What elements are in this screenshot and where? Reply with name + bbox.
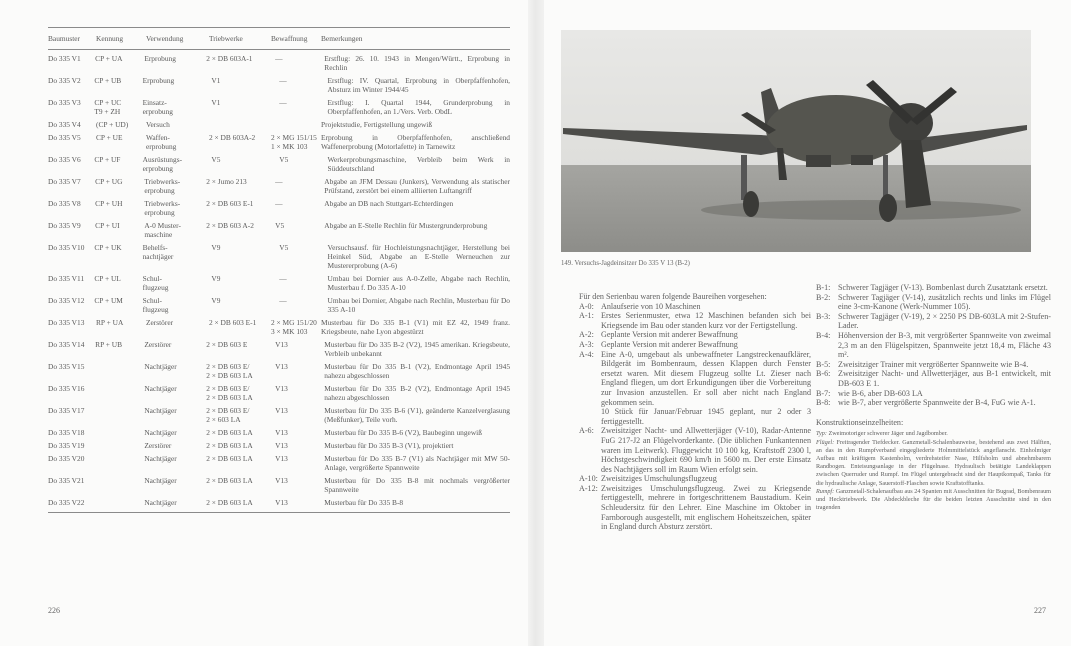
- cell-kennung: [95, 498, 144, 507]
- cell-kennung: CP + UA: [95, 54, 123, 63]
- b-series-list: [816, 283, 1051, 408]
- cell-triebwerke: 2 × DB 603 E: [206, 340, 248, 349]
- cell-baumuster: Do 335 V14: [48, 340, 85, 349]
- cell-bewaffnung: V5: [275, 221, 285, 230]
- cell-verwendung: Zerstörer: [144, 441, 172, 450]
- cell-baumuster: Do 335 V9: [48, 221, 81, 230]
- a-series-column: [579, 292, 811, 532]
- cell-baumuster: Do 335 V17: [48, 406, 85, 415]
- cell-kennung: [95, 384, 144, 402]
- cell-triebwerke: 2 × DB 603 A-2: [206, 221, 254, 230]
- series-item: [579, 350, 811, 408]
- cell-bemerkungen: Erstflug: I. Quartal 1944, Grunderprobung in Oberpfaffenhofen, an 1./Vers. Verb. ObdL: [327, 98, 510, 116]
- cell-bemerkungen: Abgabe an JFM Dessau (Junkers), Verwendung als statischer Prüfstand, zerstört bei einem alliierten Luftangriff: [324, 177, 511, 195]
- series-key: B-8:: [816, 398, 831, 408]
- table-row: [48, 270, 510, 292]
- series-item: [816, 293, 1051, 312]
- cell-kennung: CP + UK: [94, 243, 122, 252]
- series-text: Erstes Serienmuster, etwa 12 Maschinen befanden sich bei Kriegsende im Bau oder standen kurz vor der Fertigstellung.: [601, 311, 811, 330]
- series-key: A-12:: [579, 483, 598, 493]
- cell-bewaffnung: —: [279, 274, 287, 283]
- series-item: [579, 484, 811, 532]
- series-item: [579, 426, 811, 474]
- cell-triebwerke: V5: [211, 155, 221, 164]
- cell-verwendung: A-0 Muster- maschine: [144, 221, 181, 239]
- cell-bemerkungen: Musterbau für Do 335 B-6 (V2), Baubeginn ungewiß: [324, 428, 482, 437]
- cell-kennung: [95, 406, 144, 424]
- cell-triebwerke: 2 × DB 603 LA: [206, 498, 253, 507]
- cell-baumuster: Do 335 V11: [48, 274, 85, 283]
- series-text: Schwerer Tagjäger (V-19), 2 × 2250 PS DB-603LA mit 2-Stufen-Lader.: [838, 311, 1051, 331]
- cell-kennung: CP + UG: [95, 177, 123, 186]
- cell-baumuster: Do 335 V6: [48, 155, 81, 164]
- cell-bemerkungen: Werkerprobungsmaschine, Verbleib beim Werk in Süddeutschland: [327, 155, 510, 173]
- series-item: [816, 398, 1051, 408]
- cell-baumuster: Do 335 V19: [48, 441, 85, 450]
- header-triebwerke: Triebwerke: [209, 34, 243, 43]
- cell-triebwerke: 2 × DB 603 LA: [206, 441, 253, 450]
- table-row: [48, 494, 510, 507]
- cell-verwendung: Triebwerks- erprobung: [144, 177, 181, 195]
- cell-baumuster: Do 335 V12: [48, 296, 85, 305]
- table-header-row: [48, 28, 510, 50]
- page-number-right: 227: [1034, 606, 1046, 615]
- cell-triebwerke: 2 × DB 603 LA: [206, 454, 253, 463]
- series-text: Zweisitziger Trainer mit vergrößerter Spannweite wie B-4.: [838, 359, 1029, 369]
- cell-verwendung: Ausrüstungs- erprobung: [142, 155, 183, 173]
- table-row: [48, 151, 510, 173]
- series-text: Schwerer Tagjäger (V-13). Bombenlast durch Zusatztank ersetzt.: [838, 283, 1048, 292]
- cell-kennung: [95, 428, 144, 437]
- cell-triebwerke: V9: [211, 296, 221, 305]
- cell-bewaffnung: —: [275, 199, 283, 208]
- cell-verwendung: Nachtjäger: [144, 498, 177, 507]
- series-key: A-4:: [579, 349, 594, 359]
- series-key: B-1:: [816, 283, 831, 292]
- table-row: [48, 402, 510, 424]
- cell-bewaffnung: V13: [275, 454, 288, 463]
- cell-triebwerke: V9: [211, 274, 221, 283]
- series-text: Geplante Version mit anderer Bewaffnung: [601, 330, 738, 340]
- table-row: [48, 450, 510, 472]
- cell-bemerkungen: Musterbau für Do 335 B-8: [324, 498, 404, 507]
- cell-triebwerke: V1: [211, 98, 221, 107]
- table-body: [48, 50, 510, 507]
- series-text: Zweisitziges Umschulungsflugzeug. Zwei zu Kriegsende fertiggestellt, mehrere in fortgeschrittenem Baustadium. Kein Schleudersitz für den Lehrer. Eine Maschine im Oktober in Farnborough ausgestellt, mit englischem Hoheitszeichen, später in England durch Absturz zerstört.: [601, 483, 811, 532]
- series-item: [579, 311, 811, 330]
- cell-triebwerke: 2 × DB 603 E-1: [206, 199, 254, 208]
- cell-bemerkungen: Musterbau für Do 335 B-2 (V2), Endmontage April 1945 nahezu abgeschlossen: [324, 384, 511, 402]
- series-key: A-6:: [579, 426, 594, 436]
- cell-verwendung: Nachtjäger: [144, 428, 177, 437]
- cell-verwendung: Erprobung: [142, 76, 175, 85]
- table-row: [48, 116, 510, 129]
- cell-kennung: (CP + UD): [96, 120, 129, 129]
- cell-triebwerke: 2 × DB 603A-1: [206, 54, 253, 63]
- series-text: wie B-7, aber vergrößerte Spannweite der B-4, FuG wie A-1.: [838, 398, 1036, 408]
- prototype-table: [48, 27, 510, 513]
- cell-verwendung: Zerstörer: [146, 318, 174, 327]
- cell-kennung: [95, 441, 144, 450]
- book-gutter: [528, 0, 544, 646]
- series-item: [816, 389, 1051, 399]
- table-row: [48, 437, 510, 450]
- table-row: [48, 314, 510, 336]
- series-item: [579, 474, 811, 484]
- cell-triebwerke: 2 × DB 603 LA: [206, 476, 253, 485]
- cell-kennung: CP + UL: [94, 274, 121, 283]
- cell-verwendung: Nachtjäger: [144, 362, 177, 371]
- rumpf-label: Rumpf:: [816, 487, 835, 495]
- cell-bewaffnung: —: [275, 54, 283, 63]
- cell-bemerkungen: Musterbau für Do 335 B-1 (V2), Endmontage April 1945 nahezu abgeschlossen: [324, 362, 511, 380]
- cell-triebwerke: V1: [211, 76, 221, 85]
- cell-bewaffnung: V13: [275, 384, 288, 393]
- cell-bemerkungen: Erstflug: 26. 10. 1943 in Mengen/Württ., Erprobung in Rechlin: [324, 54, 511, 72]
- table-row: [48, 173, 510, 195]
- table-row: [48, 472, 510, 494]
- cell-baumuster: Do 335 V2: [48, 76, 81, 85]
- series-text: Zweisitziger Nacht- und Allwetterjäger (V-10), Radar-Antenne FuG 217-J2 an Flügelvorderkante. (Die üblichen Funkantennen waren im Leitwerk). Fluggewicht 10 100 kg, Kraftstoff 2300 l, Höchstgeschwindigkeit 690 km/h in 5600 m. Der erste Einsatz des Nachtjägers soll im Raum Wien erfolgt sein.: [601, 426, 811, 474]
- table-row: [48, 129, 510, 151]
- cell-kennung: CP + UI: [95, 221, 120, 230]
- series-text: Höhenversion der B-3, mit vergrößerter Spannweite von zweimal 2,3 m an den Flügelspitzen, Spannweite jetzt 18,4 m, Fläche 43 m².: [838, 330, 1051, 360]
- cell-bemerkungen: Umbau bei Dornier, Abgabe nach Rechlin, Musterbau für Do 335 A-10: [327, 296, 510, 314]
- cell-kennung: CP + UB: [94, 76, 122, 85]
- cell-triebwerke: 2 × DB 603 E/ 2 × DB 603 LA: [206, 362, 253, 380]
- cell-baumuster: Do 335 V18: [48, 428, 85, 437]
- cell-bewaffnung: —: [275, 177, 283, 186]
- fluegel-label: Flügel:: [816, 438, 835, 446]
- cell-bewaffnung: V13: [275, 428, 288, 437]
- cell-bewaffnung: V13: [275, 476, 288, 485]
- cell-bewaffnung: V13: [275, 340, 288, 349]
- cell-baumuster: Do 335 V1: [48, 54, 81, 63]
- series-item: [816, 331, 1051, 360]
- cell-bewaffnung: V5: [279, 243, 289, 252]
- cell-kennung: [95, 454, 144, 472]
- cell-verwendung: Waffen- erprobung: [146, 133, 177, 151]
- header-verwendung: Verwendung: [146, 34, 184, 43]
- cell-triebwerke: 2 × DB 603A-2: [209, 133, 256, 142]
- cell-baumuster: Do 335 V7: [48, 177, 81, 186]
- b-series-column: [816, 283, 1051, 512]
- cell-triebwerke: 2 × DB 603 E/ 2 × DB 603 LA: [206, 384, 253, 402]
- cell-verwendung: Nachtjäger: [144, 476, 177, 485]
- cell-kennung: [95, 476, 144, 494]
- cell-bemerkungen: Musterbau für Do 335 B-3 (V1), projektiert: [324, 441, 454, 450]
- series-text: wie B-6, aber DB-603 LA: [838, 388, 923, 398]
- cell-bewaffnung: [271, 120, 321, 129]
- series-key: A-3:: [579, 339, 594, 349]
- series-key: B-7:: [816, 388, 831, 398]
- series-key: A-2:: [579, 330, 594, 340]
- series-text: Zweisitziges Umschulungsflugzeug: [601, 474, 717, 484]
- cell-bemerkungen: Musterbau für Do 335 B-8 mit nochmals vergrößerter Spannweite: [324, 476, 511, 494]
- cell-verwendung: Nachtjäger: [144, 384, 177, 393]
- table-row: [48, 195, 510, 217]
- cell-bemerkungen: Abgabe an DB nach Stuttgart-Echterdingen: [324, 199, 454, 208]
- cell-triebwerke: 2 × DB 603 LA: [206, 428, 253, 437]
- header-baumuster: Baumuster: [48, 34, 81, 43]
- series-intro: Für den Serienbau waren folgende Baureihen vorgesehen:: [579, 292, 767, 301]
- series-key: B-4:: [816, 330, 831, 340]
- cell-bemerkungen: Umbau bei Dornier aus A-0-Zelle, Abgabe nach Rechlin, Musterbau f. Do 335 A-10: [327, 274, 510, 292]
- series-item: [816, 360, 1051, 370]
- cell-triebwerke: [209, 120, 271, 129]
- series-key: B-2:: [816, 292, 831, 302]
- cell-verwendung: Behelfs- nachtjäger: [142, 243, 174, 261]
- header-bemerkungen: Bemerkungen: [321, 34, 363, 43]
- right-page: [544, 0, 1071, 646]
- series-key: A-0:: [579, 301, 594, 311]
- cell-bemerkungen: Musterbau für Do 335 B-6 (V1), geänderte Kanzelverglasung (Meßfunker), Teile vorh.: [324, 406, 511, 424]
- series-item: 10 Stück für Januar/Februar 1945 geplant, nur 2 oder 3 fertiggestellt.: [601, 407, 811, 426]
- cell-bemerkungen: Abgabe an E-Stelle Rechlin für Mustergrunderprobung: [324, 221, 488, 230]
- cell-bewaffnung: V5: [279, 155, 289, 164]
- cell-triebwerke: 2 × DB 603 E/ 2 × 603 LA: [206, 406, 250, 424]
- table-row: [48, 217, 510, 239]
- cell-bewaffnung: V13: [275, 406, 288, 415]
- cell-kennung: [95, 362, 144, 380]
- cell-verwendung: Einsatz- erprobung: [142, 98, 173, 116]
- typ-label: Typ:: [816, 430, 827, 438]
- table-bottom-rule: [48, 512, 510, 513]
- cell-triebwerke: V9: [211, 243, 221, 252]
- fluegel-text: Freitragender Tiefdecker. Ganzmetall-Schalenbauweise, bestehend aus zwei Hälften, an das in den Rumpfverband eingegliederte Holmmittelstück angeflanscht. Einholmiger Aufbau mit kräftigem Kastenholm, verdrehsteifer Nase, Hilfsholm und abnehmbarem Randbogen. Enteisungsanlage in der Flügelnase. Hydraulisch betätigte Landeklappen zwischen Querruder und Rumpf. Im Flügel untergebracht sind der Hauptkompaß, Tanks für die hydraulische Anlage, Sauerstoff-Flaschen sowie Kraftstofftanks.: [816, 438, 1051, 487]
- series-item: [816, 369, 1051, 388]
- cell-bewaffnung: V13: [275, 498, 288, 507]
- cell-baumuster: Do 335 V21: [48, 476, 85, 485]
- page-number-left: 226: [48, 606, 60, 615]
- series-item: [816, 312, 1051, 331]
- aircraft-photo: [561, 30, 1031, 252]
- series-key: B-5:: [816, 359, 831, 369]
- series-key: B-6:: [816, 369, 831, 379]
- cell-kennung: RP + UA: [96, 318, 124, 327]
- series-item: [579, 302, 811, 312]
- series-text: Zweisitziger Nacht- und Allwetterjäger, aus B-1 entwickelt, mit DB-603 E 1.: [838, 369, 1051, 388]
- photo-caption: 149. Versuchs-Jagdeinsitzer Do 335 V 13 (B-2): [561, 260, 690, 267]
- cell-verwendung: Versuch: [146, 120, 170, 129]
- cell-baumuster: Do 335 V15: [48, 362, 85, 371]
- series-text: Geplante Version mit anderer Bewaffnung: [601, 339, 738, 349]
- konstruktion-rumpf: [816, 488, 1051, 513]
- table-row: [48, 292, 510, 314]
- cell-kennung: CP + UE: [96, 133, 123, 142]
- cell-baumuster: Do 335 V10: [48, 243, 85, 252]
- table-row: [48, 94, 510, 116]
- cell-baumuster: Do 335 V22: [48, 498, 85, 507]
- cell-bemerkungen: Musterbau für Do 335 B-1 (V1) mit EZ 42, 1949 franz. Kriegsbeute, nahe Lyon abgestürzt: [321, 318, 510, 336]
- cell-kennung: CP + UF: [94, 155, 121, 164]
- table-row: [48, 72, 510, 94]
- cell-kennung: CP + UC T9 + ZH: [94, 98, 122, 116]
- do335-photo-illustration: [561, 30, 1031, 252]
- table-row: [48, 50, 510, 72]
- series-key: A-10:: [579, 474, 598, 484]
- left-page: [0, 0, 528, 646]
- table-row: [48, 424, 510, 437]
- cell-bemerkungen: Erstflug: IV. Quartal, Erprobung in Oberpfaffenhofen, Absturz im Winter 1944/45: [327, 76, 510, 94]
- typ-text: Zweimotoriger schwerer Jäger und Jagdbomber.: [826, 430, 948, 438]
- rumpf-text: Ganzmetall-Schalenaufbau aus 24 Spanten mit Ausschnitten für Bugrad, Bombenraum und Hecktriebwerk. Die Abdeckbleche für die beiden letzten Ausschnitte sind in den tragenden: [816, 487, 1051, 512]
- cell-verwendung: Nachtjäger: [144, 454, 177, 463]
- series-item: [579, 340, 811, 350]
- series-text: Schwerer Tagjäger (V-14), zusätzlich rechts und links im Flügel eine 3-cm-Kanone (Werk-Nummer 105).: [838, 292, 1051, 312]
- table-row: [48, 358, 510, 380]
- a-series-list: [579, 302, 811, 532]
- cell-baumuster: Do 335 V16: [48, 384, 85, 393]
- series-text: Eine A-0, umgebaut als unbewaffneter Langstreckenaufklärer, Bildgerät im Bombenraum, dessen Klappen durch Fenster ersetzt waren. Mit diesem Flugzeug sollte Lt. Zieser nach England fliegen, um dort Erkundigungen über die Vorbereitung zur Invasion anzustellen. Er soll aber nicht nach England gekommen sein.: [601, 349, 811, 407]
- cell-bewaffnung: 2 × MG 151/15 1 × MK 103: [271, 133, 317, 151]
- cell-baumuster: Do 335 V5: [48, 133, 81, 142]
- cell-kennung: RP + UB: [95, 340, 123, 349]
- cell-verwendung: Erprobung: [144, 54, 176, 63]
- cell-verwendung: Zerstörer: [144, 340, 172, 349]
- series-key: A-1:: [579, 311, 594, 321]
- konstruktion-typ: [816, 430, 1051, 438]
- cell-baumuster: Do 335 V4: [48, 120, 81, 129]
- cell-bewaffnung: 2 × MG 151/20 3 × MK 103: [271, 318, 317, 336]
- cell-verwendung: Schul- flugzeug: [142, 274, 169, 292]
- table-row: [48, 336, 510, 358]
- cell-baumuster: Do 335 V20: [48, 454, 85, 463]
- cell-kennung: CP + UH: [95, 199, 123, 208]
- cell-bemerkungen: Musterbau für Do 335 B-7 (V1) als Nachtjäger mit MW 50-Anlage, vergrößerte Spannweite: [324, 454, 511, 472]
- cell-bemerkungen: Projektstudie, Fertigstellung ungewiß: [321, 120, 433, 129]
- cell-verwendung: Nachtjäger: [144, 406, 177, 415]
- table-row: [48, 380, 510, 402]
- cell-baumuster: Do 335 V13: [48, 318, 85, 327]
- cell-verwendung: Triebwerks- erprobung: [144, 199, 181, 217]
- cell-verwendung: Schul- flugzeug: [142, 296, 169, 314]
- cell-bewaffnung: V13: [275, 362, 288, 371]
- cell-bewaffnung: —: [279, 98, 287, 107]
- series-item: [579, 330, 811, 340]
- series-item: [816, 283, 1051, 293]
- cell-bemerkungen: Versuchsausf. für Hochleistungsnachtjäger, Herstellung bei Heinkel Süd, Abgabe an E-Stelle Werneuchen zur Mustererprobung (A-6): [327, 243, 510, 270]
- table-row: [48, 239, 510, 270]
- cell-triebwerke: 2 × DB 603 E-1: [209, 318, 257, 327]
- series-key: B-3:: [816, 311, 831, 321]
- cell-bewaffnung: —: [279, 76, 287, 85]
- cell-bewaffnung: V13: [275, 441, 288, 450]
- cell-bemerkungen: Erprobung in Oberpfaffenhofen, anschließend Waffenerprobung (Motorlafette) in Tarnewitz: [321, 133, 510, 151]
- cell-bewaffnung: —: [279, 296, 287, 305]
- konstruktion-title: Konstruktionseinzelheiten:: [816, 417, 904, 427]
- cell-kennung: CP + UM: [94, 296, 123, 305]
- header-kennung: Kennung: [96, 34, 124, 43]
- cell-bemerkungen: Musterbau für Do 335 B-2 (V2), 1945 amerikan. Kriegsbeute, Verbleib unbekannt: [324, 340, 511, 358]
- konstruktion-fluegel: [816, 439, 1051, 488]
- cell-baumuster: Do 335 V3: [48, 98, 81, 107]
- cell-baumuster: Do 335 V8: [48, 199, 81, 208]
- series-text: Anlaufserie von 10 Maschinen: [601, 301, 701, 311]
- header-bewaffnung: Bewaffnung: [271, 34, 308, 43]
- cell-triebwerke: 2 × Jumo 213: [206, 177, 247, 186]
